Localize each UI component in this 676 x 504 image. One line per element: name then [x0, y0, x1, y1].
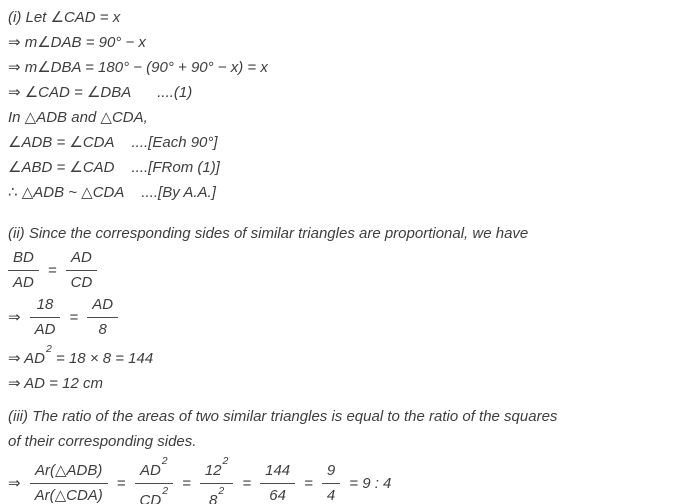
statement-text: ∴ △ADB ~ △CDA [8, 184, 125, 201]
fraction [200, 456, 234, 504]
statement-text: ⇒ AD [8, 350, 46, 367]
fraction-denominator: 4 [326, 487, 336, 504]
fraction-numerator: 18 [30, 295, 61, 318]
superscript-exponent: 2 [222, 455, 229, 467]
solution-part-iii [8, 404, 668, 504]
statement-line: ⇒ AD = 12 cm [8, 375, 103, 392]
reason-note: ....[FRom (1)] [131, 159, 220, 176]
implies-arrow: ⇒ [8, 308, 21, 326]
fraction-denominator [200, 484, 234, 504]
equation-row [8, 248, 668, 293]
statement-line: ⇒ m∠DAB = 90° − x [8, 34, 146, 51]
superscript-exponent: 2 [46, 343, 52, 355]
equals-sign: = [47, 261, 57, 279]
fraction-denominator [135, 484, 174, 504]
fraction-numerator [135, 456, 174, 484]
fraction-denominator: AD [34, 321, 56, 338]
statement-line: In △ADB and △CDA, [8, 109, 148, 126]
equation-row [8, 295, 668, 340]
statement-line: (i) Let ∠CAD = x [8, 9, 121, 26]
fraction-numerator: 9 [322, 461, 340, 484]
fraction-term: 12 [204, 462, 222, 479]
statement-line [8, 130, 668, 155]
fraction [135, 456, 174, 504]
reason-note: ....[By A.A.] [141, 184, 216, 201]
fraction-denominator: CD [70, 274, 93, 291]
equals-sign: = [116, 474, 126, 492]
statement-line [8, 180, 668, 205]
fraction [30, 461, 108, 504]
fraction-term: AD [139, 462, 161, 479]
fraction [87, 295, 118, 340]
statement-text: = 18 × 8 = 144 [51, 350, 154, 367]
fraction-denominator: AD [13, 274, 34, 291]
statement-line: ⇒ m∠DBA = 180° − (90° + 90° − x) = x [8, 59, 268, 76]
solution-part-ii [8, 221, 668, 396]
solution-part-i [8, 5, 668, 205]
superscript-exponent: 2 [161, 455, 168, 467]
equals-sign: = [304, 474, 313, 492]
reason-note: ....(1) [157, 84, 193, 101]
fraction-numerator: BD [8, 248, 39, 271]
fraction-numerator [200, 456, 234, 484]
statement-line: of their corresponding sides. [8, 433, 197, 450]
fraction [260, 461, 295, 504]
statement-line [8, 155, 668, 180]
fraction [66, 248, 98, 293]
fraction-numerator: 144 [260, 461, 295, 484]
equation-row [8, 456, 668, 504]
reason-note: ....[Each 90°] [131, 134, 218, 151]
fraction-numerator: AD [87, 295, 118, 318]
statement-line: (iii) The ratio of the areas of two similar triangles is equal to the ratio of the squares [8, 408, 558, 425]
statement-line [8, 80, 668, 105]
statement-text: ∠ADB = ∠CDA [8, 134, 115, 151]
ratio-result: = 9 : 4 [349, 474, 392, 492]
fraction [8, 248, 39, 293]
implies-arrow: ⇒ [8, 474, 21, 492]
equals-sign: = [242, 474, 252, 492]
fraction-term: 8 [209, 492, 218, 504]
statement-line: (ii) Since the corresponding sides of similar triangles are proportional, we have [8, 225, 529, 242]
superscript-exponent: 2 [218, 485, 225, 497]
fraction-term: CD [139, 492, 162, 504]
equals-sign: = [182, 474, 191, 492]
fraction-numerator: AD [66, 248, 98, 271]
fraction-denominator: 8 [98, 321, 107, 338]
fraction [30, 295, 61, 340]
fraction-denominator: Ar(△CDA) [34, 487, 103, 504]
fraction-denominator: 64 [269, 487, 286, 504]
statement-line [8, 342, 668, 371]
fraction [322, 461, 340, 504]
statement-text: ⇒ ∠CAD = ∠DBA [8, 84, 132, 101]
fraction-numerator: Ar(△ADB) [30, 461, 108, 484]
equals-sign: = [69, 308, 79, 326]
statement-text: ∠ABD = ∠CAD [8, 159, 115, 176]
superscript-exponent: 2 [162, 485, 169, 497]
